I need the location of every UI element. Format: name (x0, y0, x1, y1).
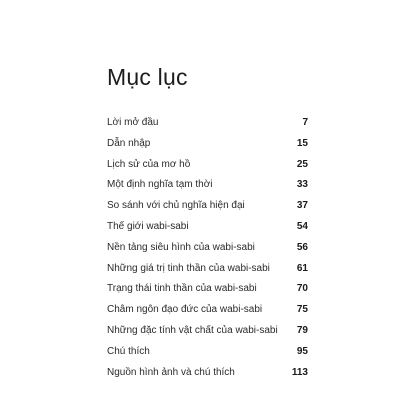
toc-entry-title: Lịch sử của mơ hồ (107, 158, 191, 170)
toc-entry-page-number: 56 (296, 241, 308, 253)
page-title: Mục lục (107, 64, 188, 90)
toc-entry-page-number: 25 (296, 158, 308, 170)
toc-entry-title: Những đặc tính vật chất của wabi-sabi (107, 324, 278, 336)
toc-entry (107, 134, 308, 155)
toc-entry (107, 363, 308, 384)
toc-entry-page-number: 70 (296, 283, 308, 295)
table-of-contents (107, 113, 308, 383)
toc-entry-page-number: 37 (296, 200, 308, 212)
toc-entry (107, 238, 308, 259)
toc-entry (107, 217, 308, 238)
toc-entry-title: Nền tảng siêu hình của wabi-sabi (107, 241, 255, 253)
toc-entry (107, 300, 308, 321)
toc-entry-page-number: 75 (296, 304, 308, 316)
toc-entry-page-number: 15 (296, 137, 308, 149)
toc-entry-title: Thế giới wabi-sabi (107, 220, 189, 232)
toc-entry-title: Nguồn hình ảnh và chú thích (107, 366, 235, 378)
toc-entry-page-number: 95 (296, 345, 308, 357)
toc-entry-title: Lời mở đầu (107, 117, 159, 128)
toc-entry (107, 259, 308, 280)
toc-entry (107, 175, 308, 196)
toc-entry (107, 342, 308, 363)
toc-entry (107, 113, 308, 134)
toc-entry (107, 279, 308, 300)
toc-entry-page-number: 33 (296, 179, 308, 191)
toc-entry (107, 321, 308, 342)
toc-entry (107, 155, 308, 176)
toc-entry-page-number: 61 (296, 262, 308, 274)
toc-entry-page-number: 7 (302, 117, 308, 128)
toc-entry-title: Dẫn nhập (107, 137, 151, 149)
toc-entry-title: Châm ngôn đạo đức của wabi-sabi (107, 304, 263, 316)
toc-entry-title: Những giá trị tinh thần của wabi-sabi (107, 262, 270, 274)
toc-entry-title: So sánh với chủ nghĩa hiện đại (107, 200, 245, 212)
toc-entry-page-number: 79 (296, 324, 308, 336)
toc-entry-page-number: 54 (296, 220, 308, 232)
toc-entry-title: Một định nghĩa tạm thời (107, 179, 213, 191)
toc-entry-title: Trạng thái tinh thần của wabi-sabi (107, 283, 257, 295)
toc-entry-page-number: 113 (291, 366, 308, 378)
toc-entry (107, 196, 308, 217)
toc-entry-title: Chú thích (107, 345, 150, 357)
